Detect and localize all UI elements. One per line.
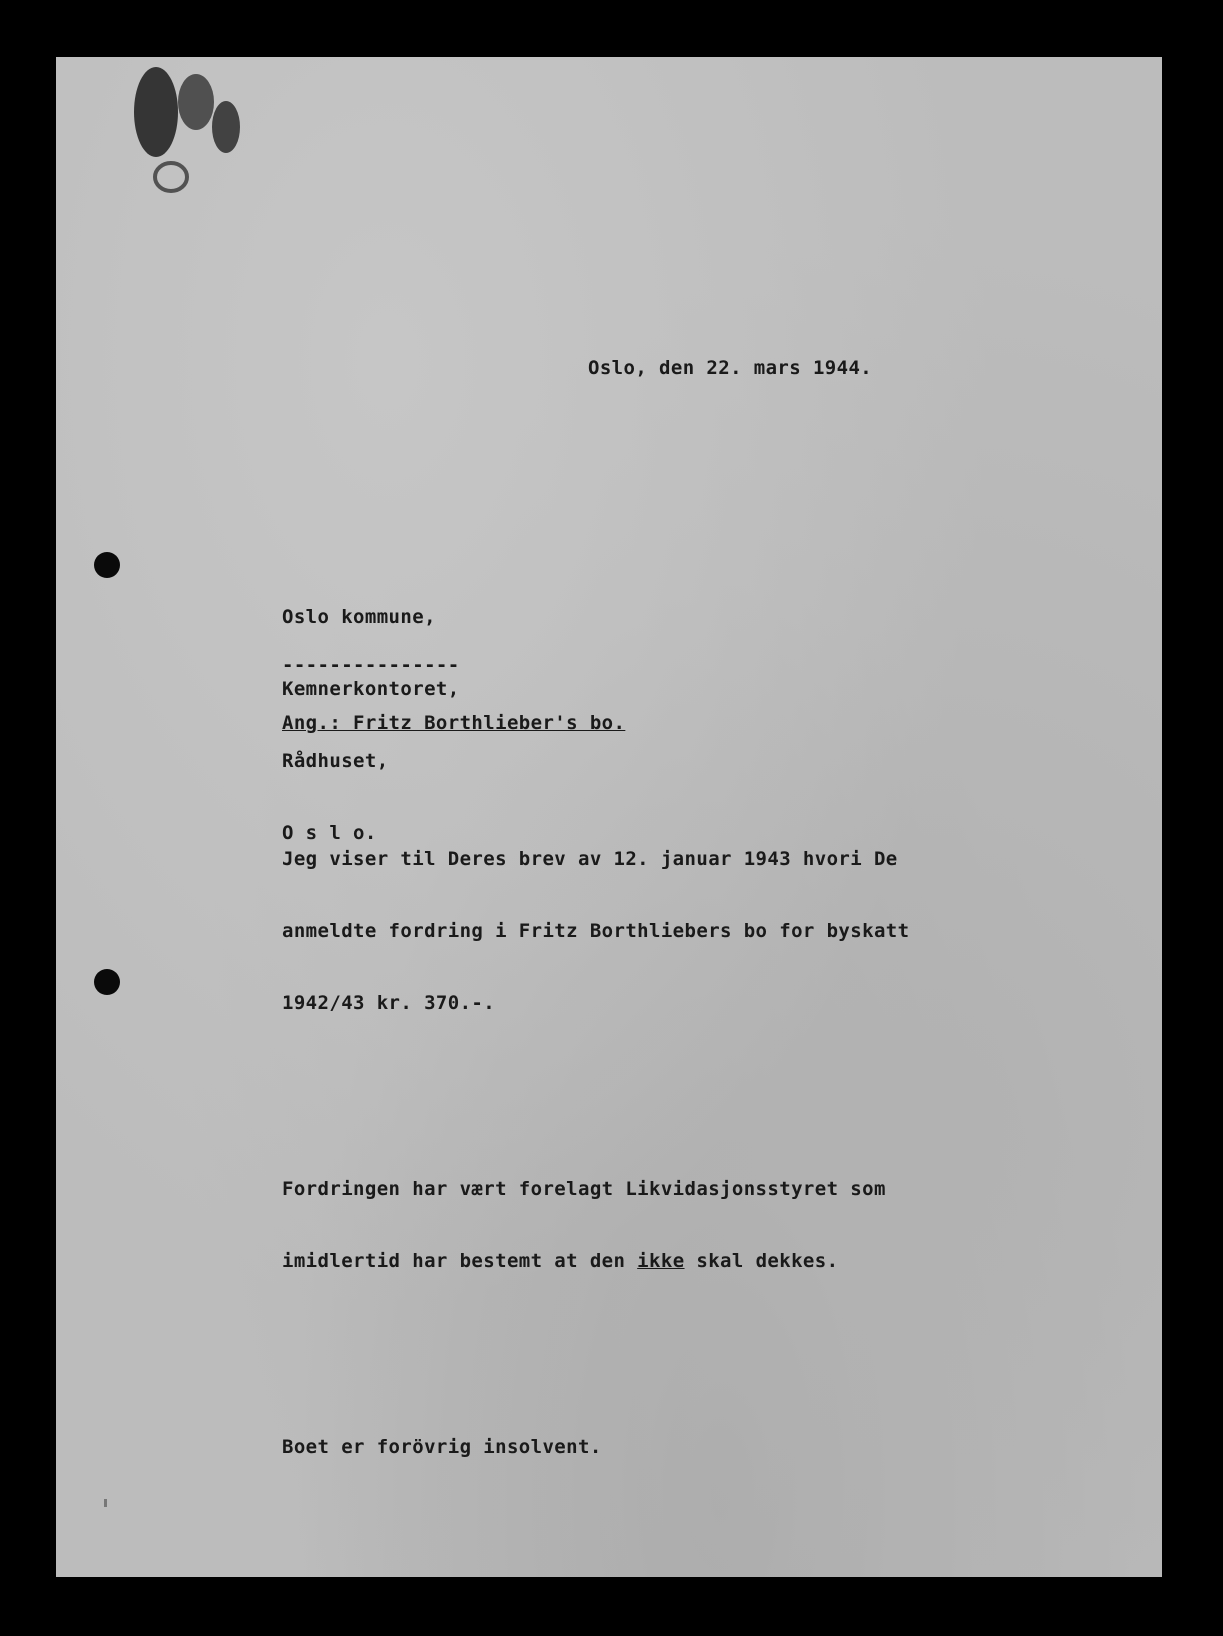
punch-hole-bottom	[94, 969, 120, 995]
paragraph-1	[282, 799, 909, 1063]
recipient-line: Kemnerkontoret,	[282, 678, 460, 700]
recipient-line: O s l o.	[282, 822, 377, 844]
recipient-line: Rådhuset,	[282, 750, 389, 772]
body-line: Fordringen har vært forelagt Likvidasjonsstyret som	[282, 1178, 886, 1200]
letter-body	[282, 751, 909, 1573]
body-line: 1942/43 kr. 370.-.	[282, 992, 496, 1014]
body-text: skal dekkes.	[684, 1250, 839, 1272]
paragraph-2	[282, 1129, 909, 1321]
emphasis-ikke: ikke	[637, 1250, 685, 1272]
body-line: anmeldte fordring i Fritz Borthliebers bo for byskatt	[282, 920, 910, 942]
body-line: Jeg viser til Deres brev av 12. januar 1943 hvori De	[282, 848, 898, 870]
body-text: imidlertid har bestemt at den	[282, 1250, 638, 1272]
paragraph-3	[282, 1387, 909, 1507]
paper-sheet	[56, 57, 1162, 1577]
scan-mark	[104, 1499, 107, 1507]
subject-line: Ang.: Fritz Borthlieber's bo.	[282, 712, 626, 734]
punch-hole-top	[94, 552, 120, 578]
ink-smudge	[126, 57, 246, 207]
recipient-line: Oslo kommune,	[282, 606, 436, 628]
body-line: Boet er forövrig insolvent.	[282, 1436, 602, 1458]
date-line: Oslo, den 22. mars 1944.	[588, 357, 873, 379]
address-rule: ---------------	[282, 654, 460, 676]
body-line	[282, 1249, 909, 1273]
